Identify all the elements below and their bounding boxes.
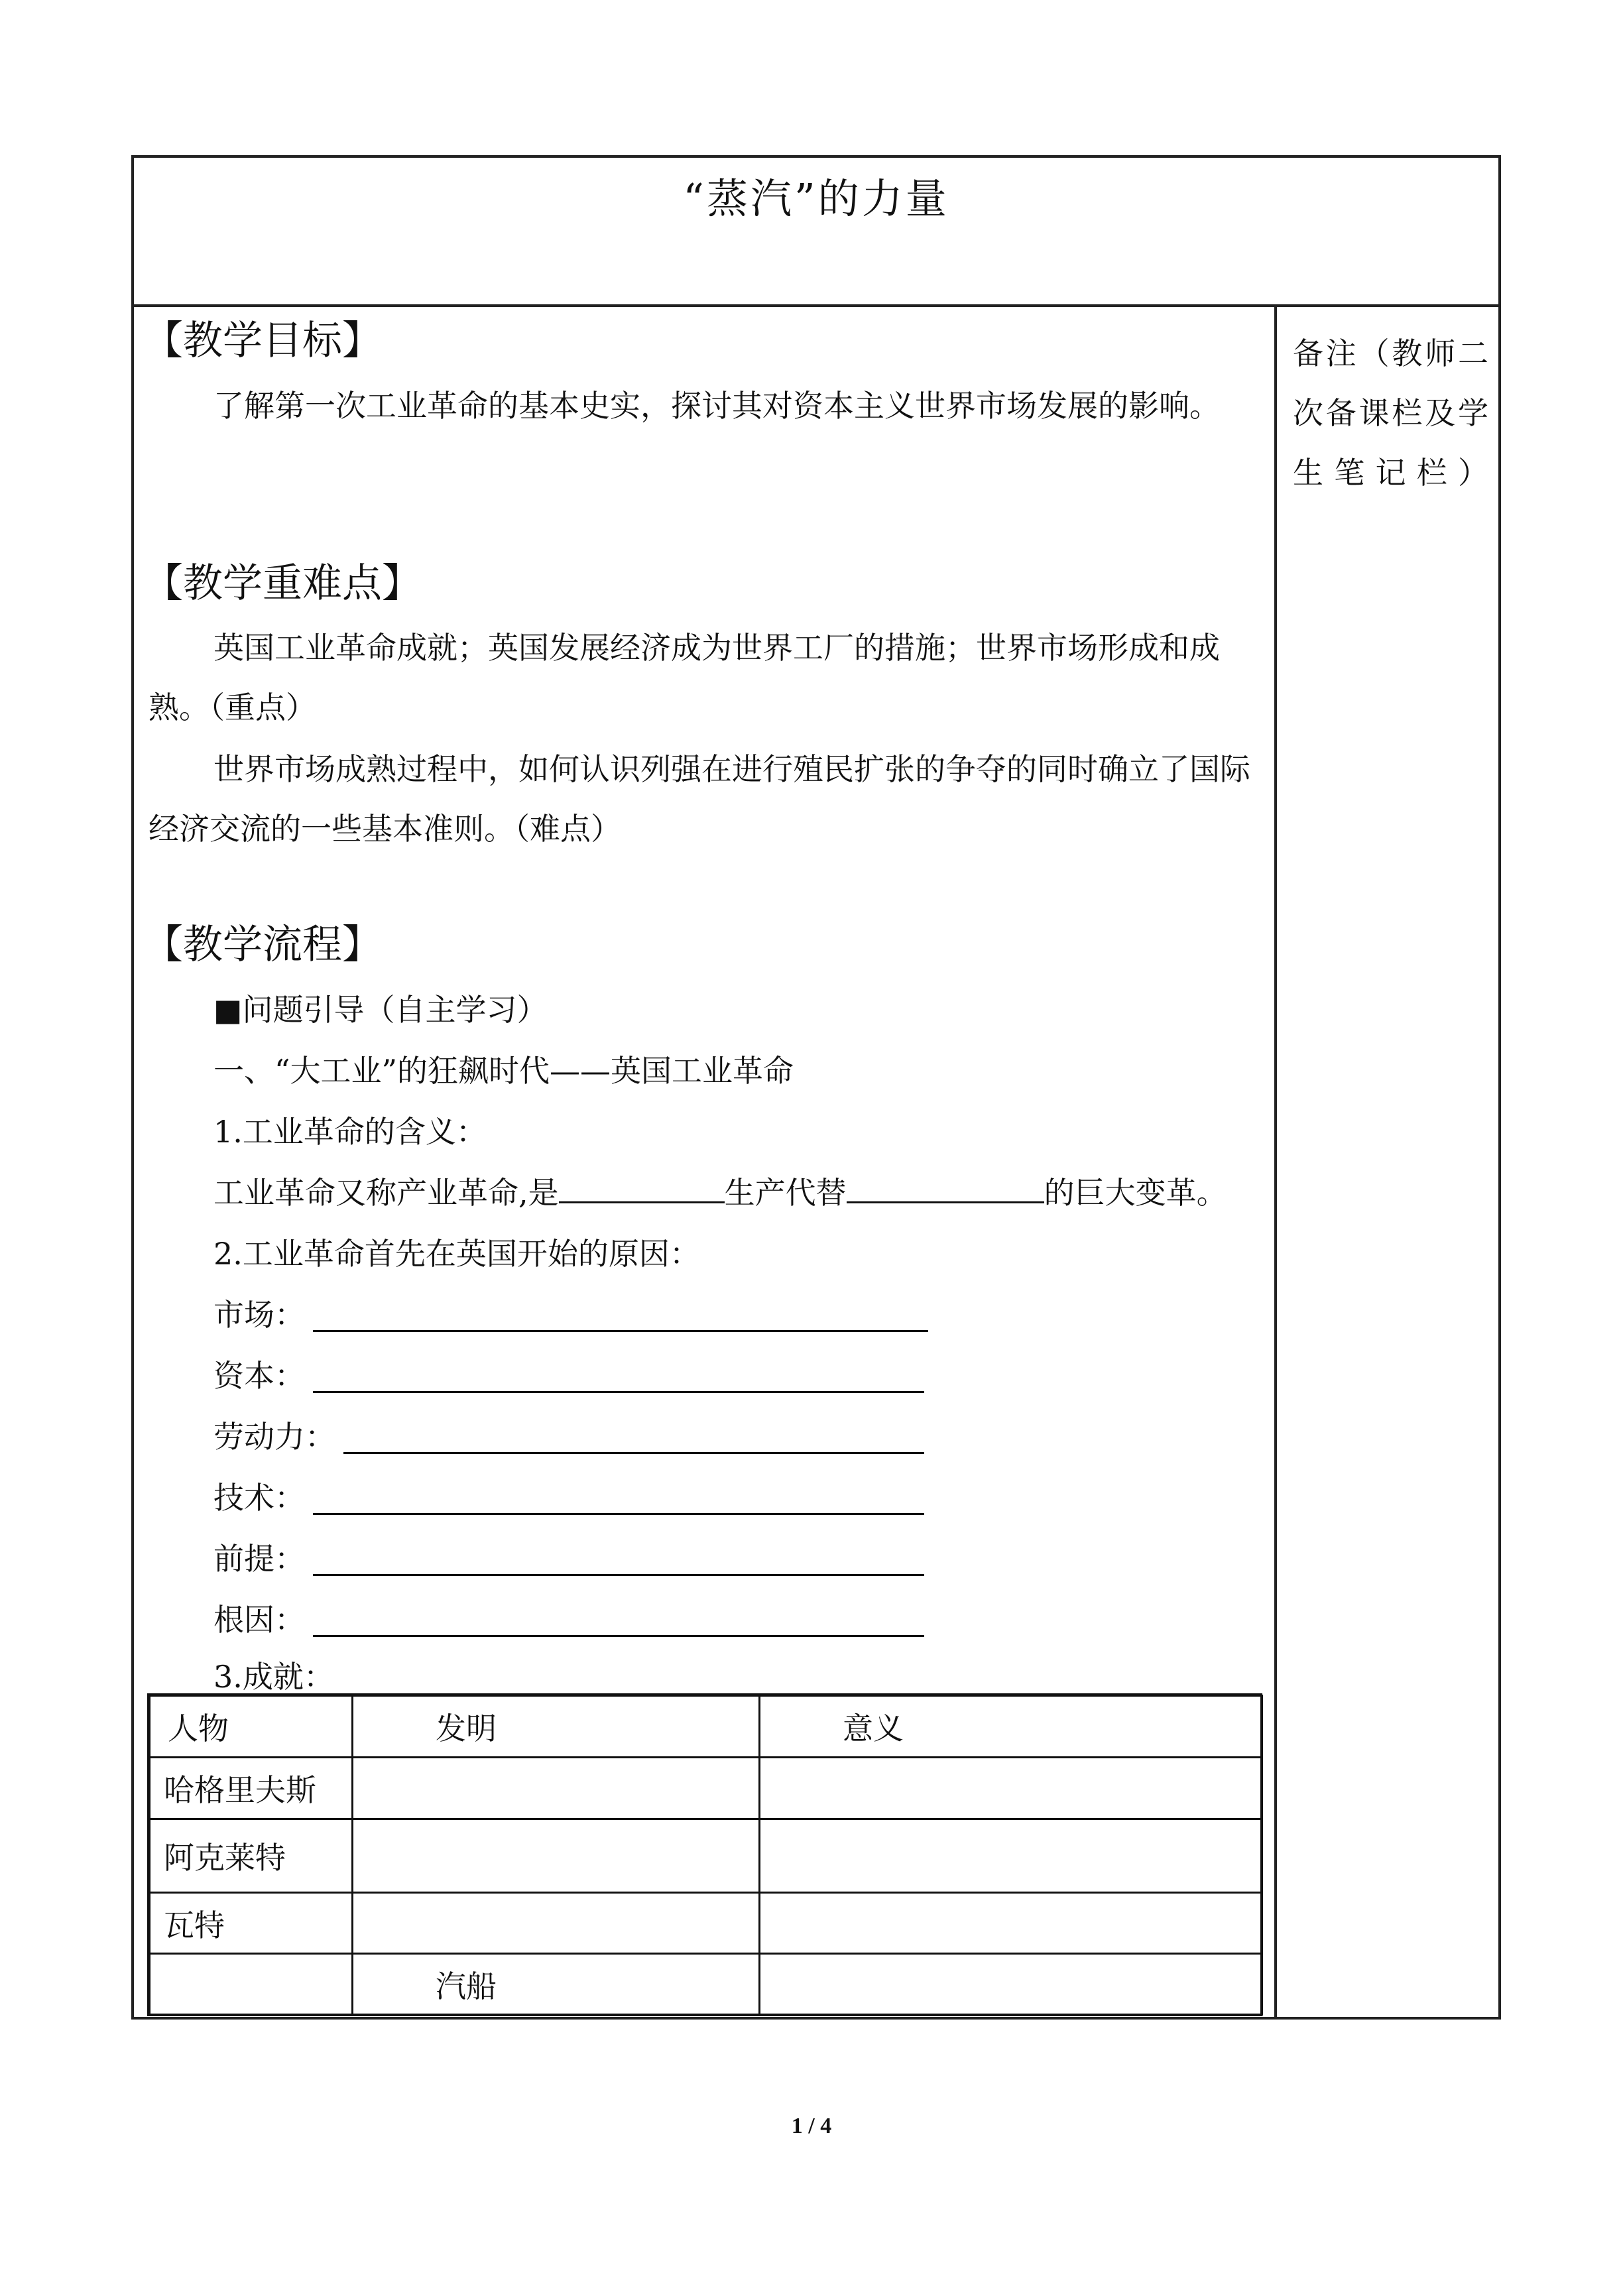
table-row [150, 1893, 1262, 1954]
guide-label: ■问题引导（自主学习） [213, 992, 548, 1028]
q1-blank-2[interactable] [847, 1195, 1044, 1203]
invention-cell[interactable] [353, 1893, 760, 1954]
part1-heading: 一、“大工业”的狂飙时代——英国工业革命 [213, 1053, 794, 1089]
reason-capital-blank[interactable] [313, 1391, 924, 1393]
key-points-text-2: 世界市场成熟过程中，如何认识列强在进行殖民扩张的争夺的同时确立了国际经济交流的一些基本准则。（难点） [149, 751, 1250, 847]
invention-cell[interactable] [353, 1758, 760, 1819]
significance-cell[interactable] [760, 1758, 1262, 1819]
table-row [150, 1758, 1262, 1819]
objectives-text: 了解第一次工业革命的基本史实，探讨其对资本主义世界市场发展的影响。 [213, 388, 1220, 424]
reason-technology-label: 技术： [213, 1480, 305, 1516]
table-header-row [150, 1696, 1262, 1758]
objectives-heading: 【教学目标】 [143, 318, 382, 364]
reason-technology-blank[interactable] [313, 1513, 924, 1515]
reason-premise-label: 前提： [213, 1541, 305, 1577]
q2-title: 2.工业革命首先在英国开始的原因： [213, 1236, 700, 1272]
reason-market-blank[interactable] [313, 1330, 928, 1332]
page-number: 1 / 4 [791, 2114, 832, 2138]
person-cell: 哈格里夫斯 [150, 1758, 353, 1819]
key-points-heading: 【教学重难点】 [143, 560, 422, 607]
table-row [150, 1954, 1262, 2015]
q1-title: 1.工业革命的含义： [213, 1114, 487, 1150]
q1-blank-1[interactable] [559, 1195, 725, 1203]
significance-cell[interactable] [760, 1819, 1262, 1893]
invention-cell[interactable] [353, 1819, 760, 1893]
invention-cell: 汽船 [353, 1954, 760, 2015]
header-significance: 意义 [760, 1696, 1262, 1758]
reason-market-label: 市场： [213, 1297, 305, 1333]
q1-text-a: 工业革命又称产业革命,是 [213, 1175, 559, 1211]
title-divider [131, 304, 1501, 307]
person-cell: 阿克莱特 [150, 1819, 353, 1893]
q1-text-b: 生产代替 [724, 1175, 847, 1211]
table-row [150, 1819, 1262, 1893]
q1-sentence [213, 1175, 1227, 1211]
header-person: 人物 [150, 1696, 353, 1758]
reason-labor-blank[interactable] [343, 1452, 924, 1454]
achievements-table [149, 1695, 1263, 2016]
reason-labor-label: 劳动力： [213, 1419, 335, 1455]
side-note: 备注（教师二次备课栏及学生笔记栏） [1293, 335, 1488, 491]
reason-root-label: 根因： [213, 1602, 305, 1638]
significance-cell[interactable] [760, 1893, 1262, 1954]
significance-cell[interactable] [760, 1954, 1262, 2015]
header-invention: 发明 [353, 1696, 760, 1758]
person-cell[interactable] [150, 1954, 353, 2015]
key-points-text-1: 英国工业革命成就；英国发展经济成为世界工厂的措施；世界市场形成和成熟。（重点） [149, 630, 1220, 725]
q1-text-c: 的巨大变革。 [1044, 1175, 1227, 1211]
person-cell: 瓦特 [150, 1893, 353, 1954]
q3-title: 3.成就： [213, 1659, 334, 1695]
reason-capital-label: 资本： [213, 1358, 305, 1394]
page-title: “蒸汽”的力量 [683, 174, 949, 223]
reason-root-blank[interactable] [313, 1635, 924, 1637]
process-heading: 【教学流程】 [143, 922, 382, 968]
reason-premise-blank[interactable] [313, 1574, 924, 1576]
side-column-divider [1274, 304, 1277, 2020]
